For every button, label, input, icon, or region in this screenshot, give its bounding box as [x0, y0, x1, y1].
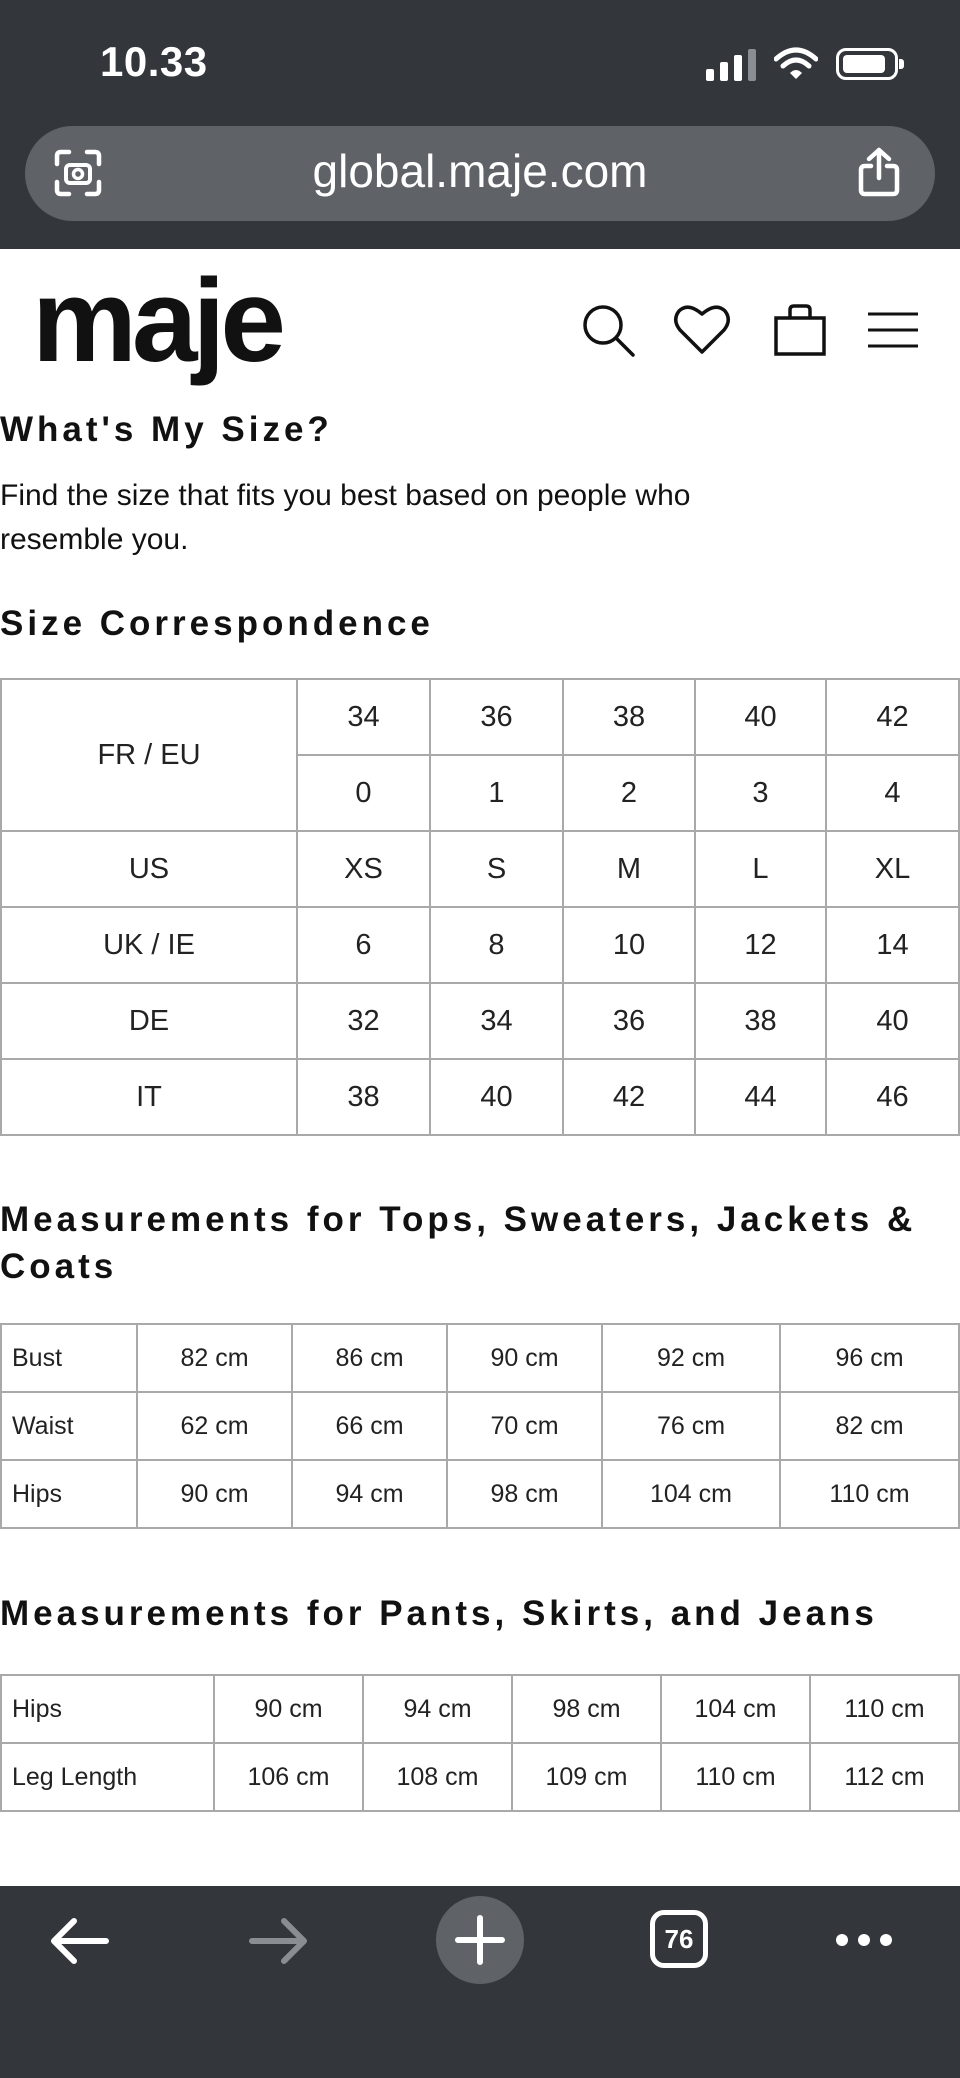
table-row	[1, 831, 959, 907]
table-row	[1, 1392, 959, 1460]
table-cell: 12	[695, 907, 826, 983]
search-icon[interactable]	[578, 300, 638, 360]
intro-line-2: resemble you.	[0, 523, 189, 556]
wifi-icon	[774, 47, 818, 81]
table-cell: 98 cm	[512, 1675, 661, 1743]
plus-icon	[436, 1896, 524, 1984]
table-cell: 38	[297, 1059, 430, 1135]
battery-icon	[836, 48, 898, 80]
table-row	[1, 1460, 959, 1528]
table-row	[1, 1675, 959, 1743]
tops-measurements-table	[0, 1323, 960, 1529]
table-cell: 62 cm	[137, 1392, 292, 1460]
share-icon[interactable]	[853, 146, 905, 198]
table-cell: L	[695, 831, 826, 907]
table-cell: 112 cm	[810, 1743, 959, 1811]
intro-text	[0, 474, 800, 562]
table-cell: 94 cm	[292, 1460, 447, 1528]
row-label: Waist	[1, 1392, 137, 1460]
table-cell: 36	[563, 983, 695, 1059]
table-cell: 8	[430, 907, 563, 983]
tab-switcher-button[interactable]: 76	[650, 1910, 708, 1968]
cellular-signal-icon	[706, 47, 756, 81]
table-cell: XL	[826, 831, 959, 907]
table-cell: 110 cm	[780, 1460, 959, 1528]
browser-top-chrome	[0, 0, 960, 249]
table-cell: 90 cm	[214, 1675, 363, 1743]
status-icons	[706, 44, 898, 84]
row-label: Bust	[1, 1324, 137, 1392]
table-row	[1, 1059, 959, 1135]
table-cell: 104 cm	[602, 1460, 780, 1528]
table-cell: 96 cm	[780, 1324, 959, 1392]
tops-measurements-heading	[0, 1196, 916, 1290]
row-label: UK / IE	[1, 907, 297, 983]
table-cell: 4	[826, 755, 959, 831]
table-cell: 32	[297, 983, 430, 1059]
row-label: Leg Length	[1, 1743, 214, 1811]
table-cell: XS	[297, 831, 430, 907]
table-cell: 92 cm	[602, 1324, 780, 1392]
table-row	[1, 983, 959, 1059]
table-cell: 40	[430, 1059, 563, 1135]
table-row	[1, 907, 959, 983]
table-cell: 70 cm	[447, 1392, 602, 1460]
table-cell: 104 cm	[661, 1675, 810, 1743]
row-label: Hips	[1, 1675, 214, 1743]
table-cell: 90 cm	[137, 1460, 292, 1528]
table-cell: 82 cm	[780, 1392, 959, 1460]
row-label: Hips	[1, 1460, 137, 1528]
table-cell: S	[430, 831, 563, 907]
table-cell: 108 cm	[363, 1743, 512, 1811]
size-correspondence-heading: Size Correspondence	[0, 604, 434, 643]
maje-logo[interactable]: maje	[32, 255, 281, 387]
table-cell: 98 cm	[447, 1460, 602, 1528]
table-row	[1, 1324, 959, 1392]
table-cell: 36	[430, 679, 563, 755]
more-options-icon[interactable]	[834, 1930, 894, 1950]
table-cell: 40	[826, 983, 959, 1059]
table-cell: 1	[430, 755, 563, 831]
table-cell: 14	[826, 907, 959, 983]
table-cell: 76 cm	[602, 1392, 780, 1460]
tops-heading-line-2: Coats	[0, 1247, 118, 1286]
table-cell: 82 cm	[137, 1324, 292, 1392]
table-cell: 3	[695, 755, 826, 831]
back-arrow-icon[interactable]	[48, 1916, 110, 1966]
table-cell: 106 cm	[214, 1743, 363, 1811]
table-cell: 109 cm	[512, 1743, 661, 1811]
table-cell: 34	[297, 679, 430, 755]
table-cell: 66 cm	[292, 1392, 447, 1460]
table-row	[1, 679, 959, 755]
row-label: DE	[1, 983, 297, 1059]
table-cell: M	[563, 831, 695, 907]
table-row	[1, 1743, 959, 1811]
table-cell: 6	[297, 907, 430, 983]
table-cell: 44	[695, 1059, 826, 1135]
size-correspondence-table	[0, 678, 960, 1136]
pants-measurements-heading: Measurements for Pants, Skirts, and Jeans	[0, 1594, 878, 1633]
address-bar[interactable]	[25, 126, 935, 221]
status-time: 10.33	[100, 38, 208, 85]
table-cell: 2	[563, 755, 695, 831]
forward-arrow-icon[interactable]	[248, 1916, 310, 1966]
tops-heading-line-1: Measurements for Tops, Sweaters, Jackets &	[0, 1200, 917, 1239]
menu-icon[interactable]	[866, 300, 926, 360]
table-cell: 38	[563, 679, 695, 755]
table-cell: 86 cm	[292, 1324, 447, 1392]
table-cell: 46	[826, 1059, 959, 1135]
table-cell: 10	[563, 907, 695, 983]
url-text[interactable]: global.maje.com	[312, 145, 648, 197]
browser-bottom-toolbar	[0, 1886, 960, 2078]
wishlist-heart-icon[interactable]	[672, 300, 732, 360]
row-label: FR / EU	[1, 679, 297, 831]
table-cell: 42	[826, 679, 959, 755]
intro-line-1: Find the size that fits you best based on people who	[0, 479, 691, 512]
table-cell: 34	[430, 983, 563, 1059]
page-title: What's My Size?	[0, 410, 333, 449]
table-cell: 94 cm	[363, 1675, 512, 1743]
table-cell: 0	[297, 755, 430, 831]
table-cell: 110 cm	[810, 1675, 959, 1743]
shopping-bag-icon[interactable]	[770, 300, 830, 360]
table-cell: 90 cm	[447, 1324, 602, 1392]
row-label: US	[1, 831, 297, 907]
row-label: IT	[1, 1059, 297, 1135]
table-cell: 40	[695, 679, 826, 755]
pants-measurements-table	[0, 1674, 960, 1812]
table-cell: 42	[563, 1059, 695, 1135]
table-cell: 110 cm	[661, 1743, 810, 1811]
new-tab-button[interactable]	[436, 1896, 524, 1984]
table-cell: 38	[695, 983, 826, 1059]
